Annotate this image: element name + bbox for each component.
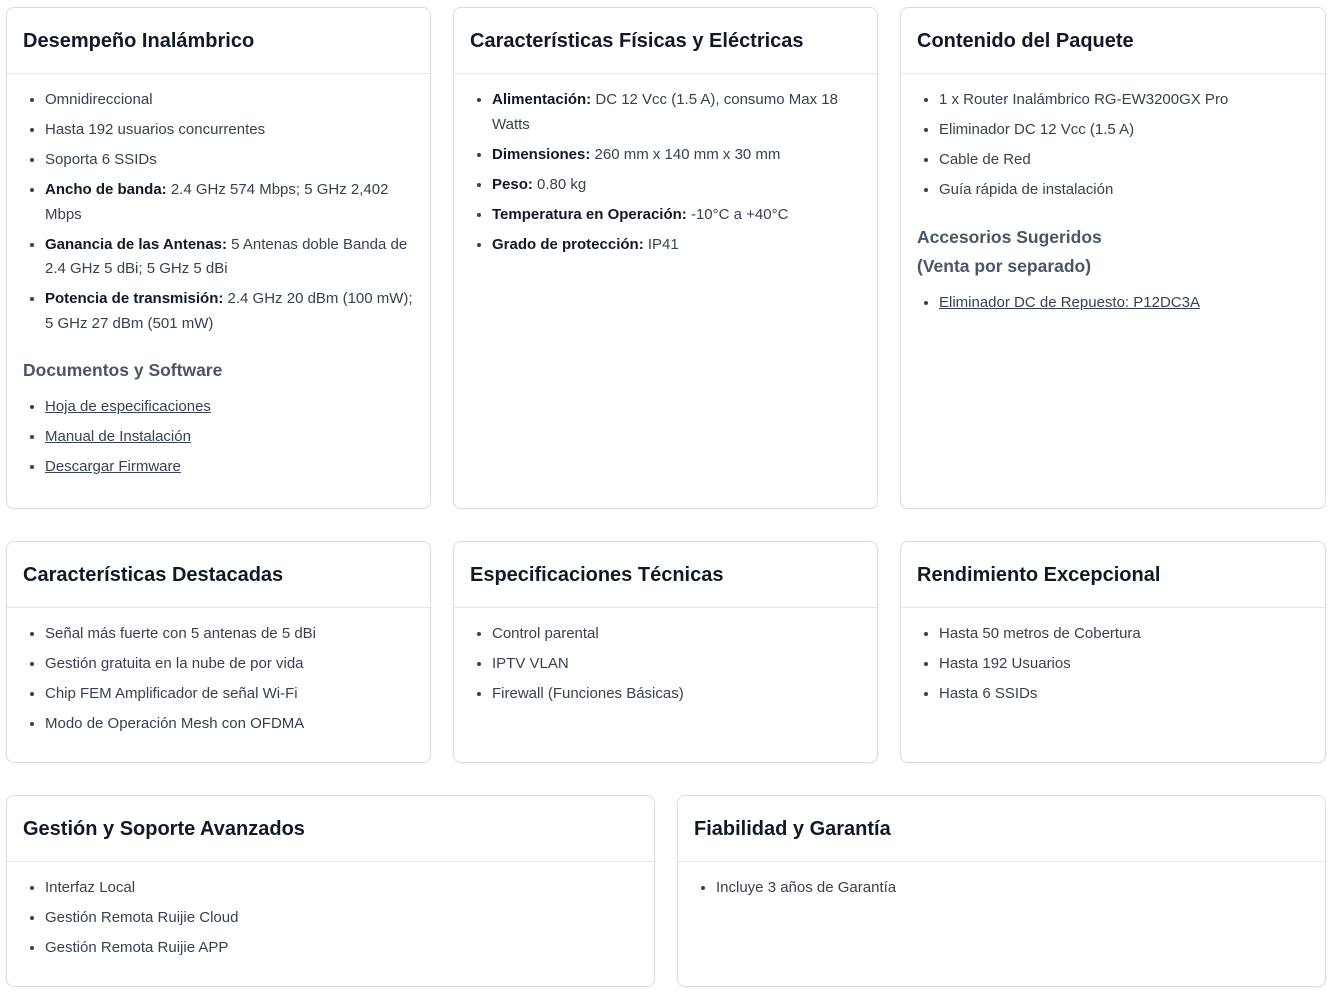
list-item: • Hasta 192 usuarios concurrentes xyxy=(45,118,414,143)
list-item xyxy=(492,173,861,198)
card-body xyxy=(454,74,877,257)
list-item: • Chip FEM Amplificador de señal Wi-Fi xyxy=(45,682,414,707)
spec-value: 2.4 GHz 574 Mbps; 5 GHz 2,402 Mbps xyxy=(45,181,389,223)
spare-adapter-link[interactable]: Eliminador DC de Repuesto: P12DC3A xyxy=(939,293,1200,311)
card-header xyxy=(7,8,430,74)
list-item xyxy=(45,455,414,480)
card-title: Especificaciones Técnicas xyxy=(470,564,724,586)
card-header xyxy=(7,542,430,608)
accessories-heading: Accesorios Sugeridos (Venta por separado) xyxy=(917,226,1102,276)
card-title: Características Físicas y Eléctricas xyxy=(470,30,804,52)
list-item xyxy=(45,395,414,420)
list-item xyxy=(45,233,414,282)
list-item: • Firewall (Funciones Básicas) xyxy=(492,682,861,707)
card-body xyxy=(7,862,654,961)
spec-value: 5 Antenas doble Banda de 2.4 GHz 5 dBi; 5 GHz 5 dBi xyxy=(45,235,408,277)
card-management-support xyxy=(6,795,655,987)
list-item xyxy=(939,291,1309,316)
card-header xyxy=(901,542,1325,608)
card-header xyxy=(678,796,1325,862)
list-item: • Modo de Operación Mesh con OFDMA xyxy=(45,712,414,737)
card-body xyxy=(454,608,877,707)
card-title: Rendimiento Excepcional xyxy=(917,564,1161,586)
spec-label: Ancho de banda: xyxy=(45,181,167,198)
spec-label: Temperatura en Operación: xyxy=(492,205,687,223)
card-title: Contenido del Paquete xyxy=(917,30,1134,52)
spec-value: DC 12 Vcc (1.5 A), consumo Max 18 Watts xyxy=(492,91,838,133)
package-list xyxy=(917,88,1309,203)
card-body xyxy=(678,862,1325,901)
list-item xyxy=(45,178,414,227)
card-reliability-warranty xyxy=(677,795,1326,987)
physical-spec-list xyxy=(470,88,861,257)
spec-label: Alimentación: xyxy=(492,91,592,108)
spec-label: Peso: xyxy=(492,175,533,193)
list-item: • Incluye 3 años de Garantía xyxy=(716,876,1309,901)
card-title: Características Destacadas xyxy=(23,564,284,586)
list-item xyxy=(45,425,414,450)
list-item xyxy=(492,203,861,228)
tech-list xyxy=(470,622,861,707)
list-item xyxy=(492,88,861,137)
list-item: • Señal más fuerte con 5 antenas de 5 dBi xyxy=(45,622,414,647)
card-wireless-performance xyxy=(6,7,431,509)
list-item: • Guía rápida de instalación xyxy=(939,178,1309,203)
spec-value: 0.80 kg xyxy=(532,175,587,193)
list-item: • Gestión gratuita en la nube de por vida xyxy=(45,652,414,677)
card-highlights xyxy=(6,541,431,763)
list-item: • Hasta 6 SSIDs xyxy=(939,682,1309,707)
list-item: • Hasta 192 Usuarios xyxy=(939,652,1309,677)
list-item xyxy=(45,287,414,336)
card-body xyxy=(901,608,1325,707)
datasheet-link[interactable]: Hoja de especificaciones xyxy=(45,398,211,415)
card-physical-electrical xyxy=(453,7,878,509)
docs-link-list xyxy=(23,395,414,480)
list-item: • Hasta 50 metros de Cobertura xyxy=(939,622,1309,647)
performance-list xyxy=(917,622,1309,707)
docs-software-heading: Documentos y Software xyxy=(23,360,223,380)
card-header xyxy=(7,796,654,862)
card-body xyxy=(901,74,1325,315)
list-item: • IPTV VLAN xyxy=(492,652,861,677)
card-package-contents xyxy=(900,7,1326,509)
list-item xyxy=(492,143,861,168)
warranty-list xyxy=(694,876,1309,901)
card-header xyxy=(454,542,877,608)
card-body xyxy=(7,608,430,737)
card-body xyxy=(7,74,430,480)
spec-value: 2.4 GHz 20 dBm (100 mW); 5 GHz 27 dBm (501 mW) xyxy=(45,290,413,332)
list-item: • Cable de Red xyxy=(939,148,1309,173)
card-title: Gestión y Soporte Avanzados xyxy=(23,818,305,840)
card-performance xyxy=(900,541,1326,763)
highlights-list xyxy=(23,622,414,737)
wireless-spec-list xyxy=(23,88,414,336)
list-item: • Eliminador DC 12 Vcc (1.5 A) xyxy=(939,118,1309,143)
card-technical-specs xyxy=(453,541,878,763)
card-header xyxy=(454,8,877,74)
card-header xyxy=(901,8,1325,74)
list-item: • Gestión Remota Ruijie APP xyxy=(45,936,638,961)
spec-value: -10°C a +40°C xyxy=(686,205,789,223)
spec-label: Grado de protección: xyxy=(492,235,644,253)
accessories-list xyxy=(917,291,1309,316)
list-item: • Gestión Remota Ruijie Cloud xyxy=(45,906,638,931)
spec-label: Potencia de transmisión: xyxy=(45,290,224,307)
list-item: • Omnidireccional xyxy=(45,88,414,113)
download-firmware-link[interactable]: Descargar Firmware xyxy=(45,458,181,475)
card-title: Fiabilidad y Garantía xyxy=(694,818,891,840)
card-title: Desempeño Inalámbrico xyxy=(23,30,255,52)
management-list xyxy=(23,876,638,961)
list-item: • Interfaz Local xyxy=(45,876,638,901)
list-item: • Soporta 6 SSIDs xyxy=(45,148,414,173)
spec-label: Dimensiones: xyxy=(492,145,591,163)
spec-value: 260 mm x 140 mm x 30 mm xyxy=(590,145,781,163)
list-item: • 1 x Router Inalámbrico RG-EW3200GX Pro xyxy=(939,88,1309,113)
spec-value: IP41 xyxy=(643,235,679,253)
list-item xyxy=(492,233,861,258)
install-manual-link[interactable]: Manual de Instalación xyxy=(45,428,191,445)
spec-label: Ganancia de las Antenas: xyxy=(45,235,228,253)
list-item: • Control parental xyxy=(492,622,861,647)
